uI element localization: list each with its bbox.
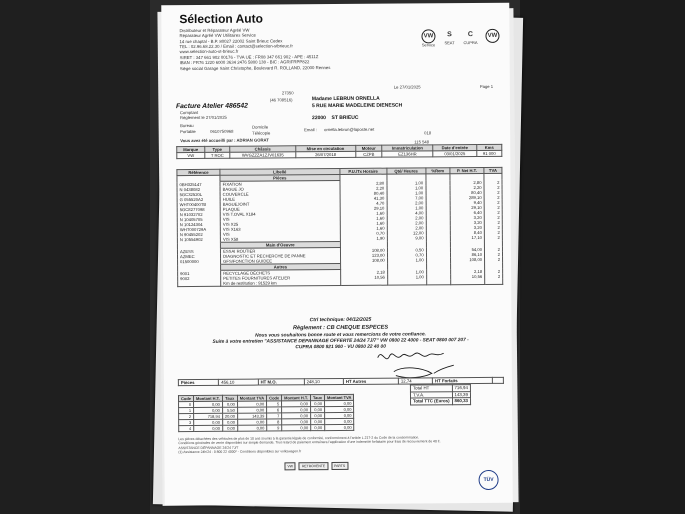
vat-cell: 9 xyxy=(267,425,282,431)
vehicle-header: Kms xyxy=(477,144,502,150)
legal-line: ASSISTANCE DÉPANNAGE 24/24 7J/7 xyxy=(178,445,239,450)
vehicle-value: T ROC xyxy=(205,152,230,158)
cell: 1,60 xyxy=(340,221,387,226)
cell: N 10554902 xyxy=(177,237,220,243)
customer-zip: 22000 xyxy=(312,114,326,121)
vat-cell: 0,00 xyxy=(222,425,237,431)
vat-cell: 3 xyxy=(179,420,194,426)
items-header-cell: Référence xyxy=(177,169,220,175)
cell: Km de restitution : 91529 km xyxy=(221,280,341,286)
email-label: Email : xyxy=(304,127,317,133)
vat-cell: 0,00 xyxy=(222,401,237,407)
vehicle-header: Mise en circulation xyxy=(296,145,356,151)
vat-cell: 5,50 xyxy=(222,407,237,413)
vat-cell: 143,39 xyxy=(237,413,266,419)
cell: 2,00 xyxy=(387,200,426,205)
cell: 1,00 xyxy=(387,180,426,186)
cell: N 10124304 xyxy=(177,222,220,227)
cell: PLAQUE xyxy=(220,206,340,212)
vat-cell: 0,00 xyxy=(311,407,325,413)
vat-cell: 0,00 xyxy=(282,425,311,431)
cell: 0,50 xyxy=(387,247,426,253)
cupra-logo-icon: C xyxy=(467,31,474,39)
cell: 2 xyxy=(485,252,503,257)
vat-cell: 0,00 xyxy=(325,406,354,412)
cell: WHT000729A xyxy=(177,227,220,232)
vat-cell: 0,00 xyxy=(311,413,325,419)
cell: 2,18 xyxy=(451,268,485,274)
cell: 2,00 xyxy=(387,220,426,225)
cell: 7,00 xyxy=(387,195,426,200)
totals-label: HT Autres xyxy=(343,378,398,384)
code-line: 018 xyxy=(424,130,432,136)
vehicle-value: VW xyxy=(177,152,205,158)
portable-label: Portable xyxy=(180,128,196,135)
cell: 1,00 xyxy=(387,257,426,263)
totals-label: Pièces xyxy=(178,379,218,385)
certification-badges xyxy=(284,462,348,470)
totals-value: 456,10 xyxy=(219,379,258,385)
cell: BAGUEJOINT xyxy=(220,201,340,207)
bureau-label: Bureau xyxy=(180,122,194,129)
cell: 2 xyxy=(484,235,502,241)
tuv-seal-icon: TÜV xyxy=(479,470,499,490)
vat-header: Code xyxy=(267,395,282,401)
cell: 2 xyxy=(485,268,503,274)
payment-methods: Règlement : CB CHEQUE ESPECES xyxy=(292,324,389,332)
cell: 2,00 xyxy=(387,225,426,230)
vat-cell: 718,94 xyxy=(194,413,223,419)
summary-table xyxy=(410,384,471,405)
code-1: 27350 xyxy=(281,90,294,96)
cell: VIS X163 xyxy=(220,226,340,232)
vehicle-value: EZ136HR xyxy=(382,151,433,157)
vat-cell: 0,00 xyxy=(237,419,266,425)
cell: 0BH325147 xyxy=(177,181,220,187)
cell: 108,00 xyxy=(451,257,485,263)
cell: N 10405705 xyxy=(177,217,220,222)
vw-utility-logo xyxy=(485,29,499,47)
legal-text xyxy=(178,435,478,455)
vat-cell: 0,00 xyxy=(282,419,311,425)
cell: 86,10 xyxy=(450,252,484,257)
cell: 1,60 xyxy=(340,216,387,221)
cell: 2 xyxy=(484,179,502,185)
cell xyxy=(426,279,450,285)
cell: PETITES FOURNITURES ATELIER xyxy=(221,275,341,281)
vat-cell: 6 xyxy=(267,407,282,413)
cell: FIXATION xyxy=(220,180,340,186)
cell: 1,60 xyxy=(340,211,387,216)
address-line: Réparateur Agréé VW Utilitaires Service xyxy=(179,32,256,39)
items-header-cell: %Rem xyxy=(426,168,450,174)
vehicle-value: WVGZZZA1ZJV01635 xyxy=(230,152,296,158)
vat-cell: 0,00 xyxy=(282,407,311,413)
cell: 1,00 xyxy=(387,274,426,279)
vehicle-header: Type xyxy=(205,146,230,152)
badge-0: VW xyxy=(284,462,296,470)
brand-logos xyxy=(421,29,499,48)
background-right xyxy=(520,0,685,514)
cell: 2,20 xyxy=(450,185,484,190)
seat-logo-icon: S xyxy=(447,31,452,39)
cell: 289,10 xyxy=(450,195,484,200)
cell: 5GC8277098 xyxy=(177,207,220,212)
portable-number: 0610750968 xyxy=(210,128,234,134)
cell: 4,00 xyxy=(387,210,426,215)
vat-cell: 0,00 xyxy=(325,418,354,424)
vat-cell: 8 xyxy=(267,419,282,425)
cell: 41,30 xyxy=(340,196,387,201)
assistance-line-1: Suite à votre entretien "ASSISTANCE DEPANNAGE OFFERTE 24/24 7J/7" VW 0800 22 4000 - SEAT 0800 007 207 - xyxy=(212,338,469,345)
cell: 2 xyxy=(484,215,502,220)
cell: WHT00400TB xyxy=(177,202,220,207)
cell: 2 xyxy=(485,274,503,279)
telecopie-label: Télécopie xyxy=(252,130,271,136)
items-header-cell: Libellé xyxy=(220,168,340,175)
cell: 2 xyxy=(484,210,502,215)
cell xyxy=(387,279,426,285)
cell: GFS/FONCTION GUIDEE xyxy=(221,258,341,264)
vehicle-header: Date d'entrée xyxy=(433,145,477,151)
cell xyxy=(340,280,387,286)
dealer-address xyxy=(179,27,349,71)
vw-logo-icon: VW xyxy=(421,29,435,43)
cell: DIAGNOSTIC ET RECHERCHE DE PANNE xyxy=(221,253,341,259)
cell: 80,40 xyxy=(450,190,484,195)
vat-cell: 1 xyxy=(179,408,194,414)
badge-2: PARTS xyxy=(331,462,348,470)
cell: 2 xyxy=(484,185,502,190)
vat-cell: 0,00 xyxy=(325,412,354,418)
vat-header: Montant H.T. xyxy=(193,395,222,401)
cell: 1,00 xyxy=(387,185,426,190)
vat-cell: 0,00 xyxy=(310,401,324,407)
domicile-label: Domicile xyxy=(252,124,269,130)
vehicle-value: 91 000 xyxy=(477,150,502,156)
vat-cell: 0 xyxy=(179,402,194,408)
cell: 2 xyxy=(484,200,502,205)
vehicle-value: CZPB xyxy=(355,151,382,157)
cell: 9,40 xyxy=(450,200,484,205)
vat-cell: 0,00 xyxy=(237,407,266,413)
summary-label: Total TTC (Euros) xyxy=(411,398,453,405)
settlement-date: Règlement le 27/01/2025 xyxy=(180,114,227,121)
cell: 3,20 xyxy=(450,215,484,220)
section-label-labour: Main d'Oeuvre xyxy=(220,241,340,248)
items-header-cell: Qté/ Heures xyxy=(387,168,426,174)
cell: 3,20 xyxy=(450,220,484,225)
items-header-cell: P.U./Tx Horaire xyxy=(339,168,386,174)
cell: 1,00 xyxy=(387,190,426,195)
totals-label: HT Forfaits xyxy=(432,377,492,383)
vat-cell: 0,00 xyxy=(325,424,354,430)
cell: 2 xyxy=(484,230,502,235)
vehicle-header: Châssis xyxy=(230,146,296,152)
items-header-cell: P. Net H.T. xyxy=(450,167,484,173)
cell: 2 xyxy=(485,246,503,252)
cell: VIS xyxy=(220,231,340,237)
vat-header: Montant TVA xyxy=(237,395,266,401)
customer-email: ornella.lebrun@laposte.net xyxy=(324,126,375,133)
cell: 0,70 xyxy=(340,231,387,236)
section-label-other: Autres xyxy=(221,263,341,270)
invoice-title: Facture Atelier 486542 xyxy=(175,102,248,111)
page-number: Page 1 xyxy=(479,83,494,89)
cell: 2,18 xyxy=(340,269,387,275)
invoice-sheet xyxy=(161,3,512,505)
cell: 9,00 xyxy=(387,235,426,241)
table-row xyxy=(178,279,503,287)
summary-row xyxy=(411,398,471,405)
cell xyxy=(178,281,221,287)
cell: 1,90 xyxy=(340,236,387,242)
cell: BAGUE JO xyxy=(220,186,340,192)
cell: 9002 xyxy=(178,276,221,281)
items-table xyxy=(176,167,503,287)
right-codes: 115 548 xyxy=(414,139,430,145)
ctrl-technique: Ctrl technique: 04/12/2025 xyxy=(309,316,372,324)
address-line: Distributeur et Réparateur Agréé VW xyxy=(179,27,250,34)
logo-label: CUPRA xyxy=(463,40,478,46)
cell: VIS xyxy=(220,216,340,222)
summary-label: Total HT xyxy=(410,385,452,392)
vat-cell: 0,00 xyxy=(282,413,311,419)
totals-value: 248,10 xyxy=(304,378,343,384)
cell: 8,40 xyxy=(450,230,484,235)
cupra-logo xyxy=(463,29,477,47)
legal-line: Conditions générales de vente disponibles sur simple demande. Tout retard de paiement entraînera l'application d'une indemnité forfaitaire pour frais de recouvrement de 40 €. xyxy=(178,439,441,446)
vat-row xyxy=(179,424,354,431)
cell: VIS X58 xyxy=(220,236,340,242)
address-line: SIRET : 347 661 902 00176 - TVA UE : FR08 347 661 902 - APE : 4511Z xyxy=(179,53,319,60)
totals-value: 12,74 xyxy=(398,378,432,384)
vat-cell: 5 xyxy=(267,401,282,407)
dealer-brand: Sélection Auto xyxy=(179,11,263,27)
vat-header: Taux xyxy=(222,395,237,401)
logo-label: SEAT xyxy=(444,40,455,46)
customer-city-line xyxy=(312,114,402,121)
vat-header: Montant TVA xyxy=(324,394,353,400)
summary-value: 716,94 xyxy=(452,385,470,392)
vat-cell: 0,00 xyxy=(282,401,311,407)
cell xyxy=(485,279,503,285)
cell: ESSAI ROUTIER xyxy=(221,247,341,253)
cell: N 0438082 xyxy=(177,187,220,192)
cell: 3,20 xyxy=(450,225,484,230)
background-left xyxy=(0,0,150,514)
vat-cell: 7 xyxy=(267,413,282,419)
cell: 2 xyxy=(484,195,502,200)
vehicle-table xyxy=(176,144,502,159)
cell: 6,40 xyxy=(450,210,484,215)
cell: N 91032702 xyxy=(177,212,220,217)
vat-cell: 0,00 xyxy=(237,401,266,407)
badge-1: RETROVENTE xyxy=(299,462,328,470)
cell: 2,80 xyxy=(340,180,387,186)
cell: 9001 xyxy=(178,270,221,276)
cell: 80,40 xyxy=(340,191,387,196)
cell: 10,56 xyxy=(340,275,387,280)
cell: 29,10 xyxy=(340,206,387,211)
cell: 01500000 xyxy=(178,259,221,265)
cell: 4,70 xyxy=(340,201,387,206)
cell: RECYCLAGE DÉCHETS xyxy=(221,269,341,275)
address-line: IBAN : FR76 1220 6000 3634 2476 5800 138 - BIC : AGRIFRPP822 xyxy=(179,59,310,66)
address-line: TEL : 02.96.68.22.30 / Email : contact@selection-stbrieuc.fr xyxy=(179,43,293,50)
customer-city: ST BRIEUC xyxy=(331,114,359,121)
vw-utility-logo-icon: VW xyxy=(485,29,499,43)
cell: 2,00 xyxy=(387,215,426,220)
section-label-parts: Pièces xyxy=(220,174,340,181)
cell xyxy=(451,279,485,285)
cell: 0,70 xyxy=(387,252,426,257)
legal-line: Les pièces détachées des véhicules de plus de 10 ans soumis à la garantie légale de conformité, conformément à l'article L.217-2 du Code de la consommation. xyxy=(178,435,420,442)
payment-type: Comptant xyxy=(179,109,199,116)
cell: 5GC32520L xyxy=(177,192,220,197)
vat-cell: 0,00 xyxy=(325,400,354,406)
vat-cell: 0,00 xyxy=(194,419,223,425)
address-line: 14 rue chaptal - B.P. 80027 22002 Saint Brieuc Cedex xyxy=(179,38,283,44)
cell: VIS X25 xyxy=(220,221,340,227)
cell: 2,80 xyxy=(450,179,484,185)
vat-header: Taux xyxy=(310,395,324,401)
advisor-line: Vous avez été accueilli par : ADRIAN GORAT xyxy=(180,137,269,144)
cell: N 90455202 xyxy=(177,232,220,237)
cell: 2 xyxy=(485,257,503,263)
assistance-line-2: CUPRA 0800 921 900 - VU 0800 22 40 00 xyxy=(295,344,386,351)
cell: HUILE xyxy=(220,196,340,202)
cell: 12,00 xyxy=(387,230,426,235)
cell: AZESS xyxy=(177,248,220,254)
cell: 108,00 xyxy=(340,258,387,264)
vat-cell: 20,00 xyxy=(222,413,237,419)
totals-value xyxy=(492,377,503,383)
vat-cell: 0,00 xyxy=(194,425,223,431)
summary-value: 143,39 xyxy=(452,391,470,398)
totals-label: HT M.O. xyxy=(258,379,304,385)
vat-header: Code xyxy=(178,396,193,402)
cell: 123,00 xyxy=(340,253,387,258)
vat-cell: 2 xyxy=(179,414,194,420)
cell: 2 xyxy=(484,190,502,195)
customer-name: Madame LEBRUN ORNELLA xyxy=(311,95,380,103)
address-line: www.selection-auto-st-brieuc.fr xyxy=(179,49,239,55)
cell: 2 xyxy=(484,220,502,225)
customer-street: 5 RUE MARIE MADELEINE DIENESCH xyxy=(311,102,403,109)
vehicle-value: 03/01/2025 xyxy=(433,151,477,157)
customer-block xyxy=(312,96,402,122)
thanks-message: Nous vous souhaitons bonne route et vous remercions de votre confiance. xyxy=(255,332,427,339)
invoice-date: Le 27/01/2025 xyxy=(393,84,421,90)
cell: 1,00 xyxy=(387,205,426,210)
vat-cell: 0,00 xyxy=(311,419,325,425)
items-header-cell: TVA xyxy=(484,167,502,173)
cell: 2 xyxy=(484,225,502,230)
cell: 108,00 xyxy=(340,247,387,253)
vw-logo xyxy=(421,29,435,47)
legal-line: (1) Assistance 24h/24 : 0 800 22 4000* - Conditions disponibles sur volkswagen.fr xyxy=(178,449,302,455)
vehicle-header: Immatriculation xyxy=(382,145,433,151)
cell: VIS T.OVAL X184 xyxy=(220,211,340,217)
cell: AZMEC xyxy=(177,254,220,259)
cell: 1,60 xyxy=(340,226,387,231)
cell: 2,20 xyxy=(340,186,387,191)
vehicle-header: Moteur xyxy=(355,145,382,151)
vat-header: Montant H.T. xyxy=(282,395,311,401)
vehicle-value: 26/07/2018 xyxy=(296,151,356,157)
vat-cell: 0,00 xyxy=(194,401,223,407)
cell: 17,10 xyxy=(450,235,484,241)
summary-value: 860,33 xyxy=(452,398,470,405)
cell: G 055520A2 xyxy=(177,197,220,202)
cell: 2 xyxy=(484,205,502,210)
code-2: (46 708516) xyxy=(269,97,293,103)
vat-cell: 0,00 xyxy=(311,425,325,431)
seat-logo xyxy=(443,29,455,47)
cell: 1,00 xyxy=(387,269,426,275)
vat-table xyxy=(178,394,355,432)
logo-label: Service xyxy=(421,42,436,48)
vat-cell: 4 xyxy=(179,426,194,432)
cell: COUVERCLE xyxy=(220,191,340,197)
summary-label: T.V.A. xyxy=(410,391,452,398)
cell: 29,10 xyxy=(450,205,484,210)
cell: 10,56 xyxy=(451,274,485,279)
vat-cell: 0,00 xyxy=(194,407,223,413)
cell: 54,00 xyxy=(450,246,484,252)
vat-cell: 0,00 xyxy=(222,419,237,425)
vat-cell: 0,00 xyxy=(237,425,266,431)
address-line: Siège social Garage Saint Christophe, Boulevard R. ROLLAND, 22000 Rennes xyxy=(179,64,331,71)
vehicle-header: Marque xyxy=(177,146,205,152)
